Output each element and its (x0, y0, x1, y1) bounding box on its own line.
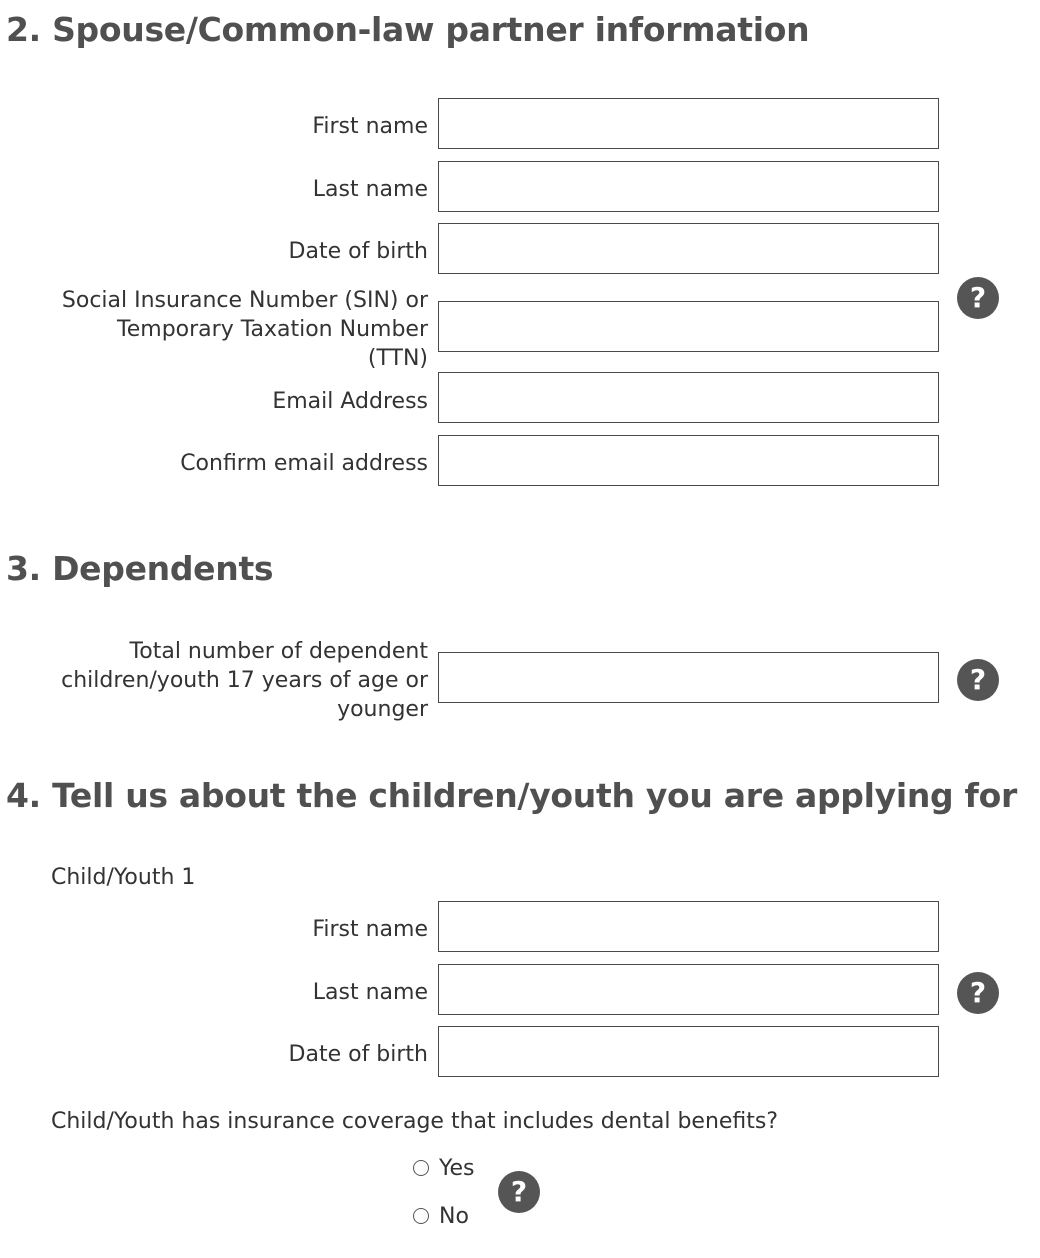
spouse-email-field[interactable] (438, 372, 939, 423)
child-dob-label: Date of birth (288, 1042, 428, 1067)
spouse-dob-field[interactable] (438, 223, 939, 274)
radio-circle-icon[interactable] (413, 1160, 429, 1176)
spouse-sin-label-line1: Social Insurance Number (SIN) or (61, 288, 428, 313)
dependents-count-label (61, 637, 428, 724)
dependents-help-icon[interactable]: ? (957, 659, 999, 701)
spouse-last-name-label: Last name (312, 177, 428, 202)
child-name-help-icon[interactable]: ? (957, 972, 999, 1014)
spouse-dob-label: Date of birth (288, 239, 428, 264)
spouse-last-name-field[interactable] (438, 161, 939, 212)
dependents-count-label-line1: Total number of dependent (129, 639, 428, 664)
dependents-count-field[interactable] (438, 652, 939, 703)
spouse-confirm-email-field[interactable] (438, 435, 939, 486)
section-3-heading: 3. Dependents (6, 549, 274, 588)
child-last-name-label: Last name (312, 980, 428, 1005)
spouse-sin-label (62, 286, 428, 373)
insurance-question: Child/Youth has insurance coverage that includes dental benefits? (51, 1109, 779, 1134)
spouse-confirm-email-label: Confirm email address (180, 451, 428, 476)
dependents-count-label-line2: children/youth 17 years of age or (61, 668, 428, 693)
radio-circle-icon[interactable] (413, 1208, 429, 1224)
child-first-name-field[interactable] (438, 901, 939, 952)
spouse-sin-field[interactable] (438, 301, 939, 352)
section-2-heading: 2. Spouse/Common-law partner information (6, 10, 810, 49)
child-first-name-label: First name (312, 917, 428, 942)
spouse-email-label: Email Address (272, 389, 428, 414)
child-dob-field[interactable] (438, 1026, 939, 1077)
spouse-first-name-label: First name (312, 114, 428, 139)
section-4-heading: 4. Tell us about the children/youth you are applying for (6, 776, 1017, 815)
dependents-count-label-line3: younger (337, 697, 428, 722)
insurance-yes-radio[interactable] (413, 1153, 475, 1183)
child-1-title: Child/Youth 1 (51, 865, 196, 890)
spouse-first-name-field[interactable] (438, 98, 939, 149)
insurance-no-label: No (439, 1203, 469, 1229)
child-last-name-field[interactable] (438, 964, 939, 1015)
spouse-sin-label-line2: Temporary Taxation Number (117, 317, 428, 342)
spouse-sin-label-line3: (TTN) (367, 346, 428, 371)
insurance-no-radio[interactable] (413, 1201, 469, 1231)
insurance-help-icon[interactable]: ? (498, 1171, 540, 1213)
insurance-yes-label: Yes (439, 1155, 475, 1181)
sin-help-icon[interactable]: ? (957, 277, 999, 319)
